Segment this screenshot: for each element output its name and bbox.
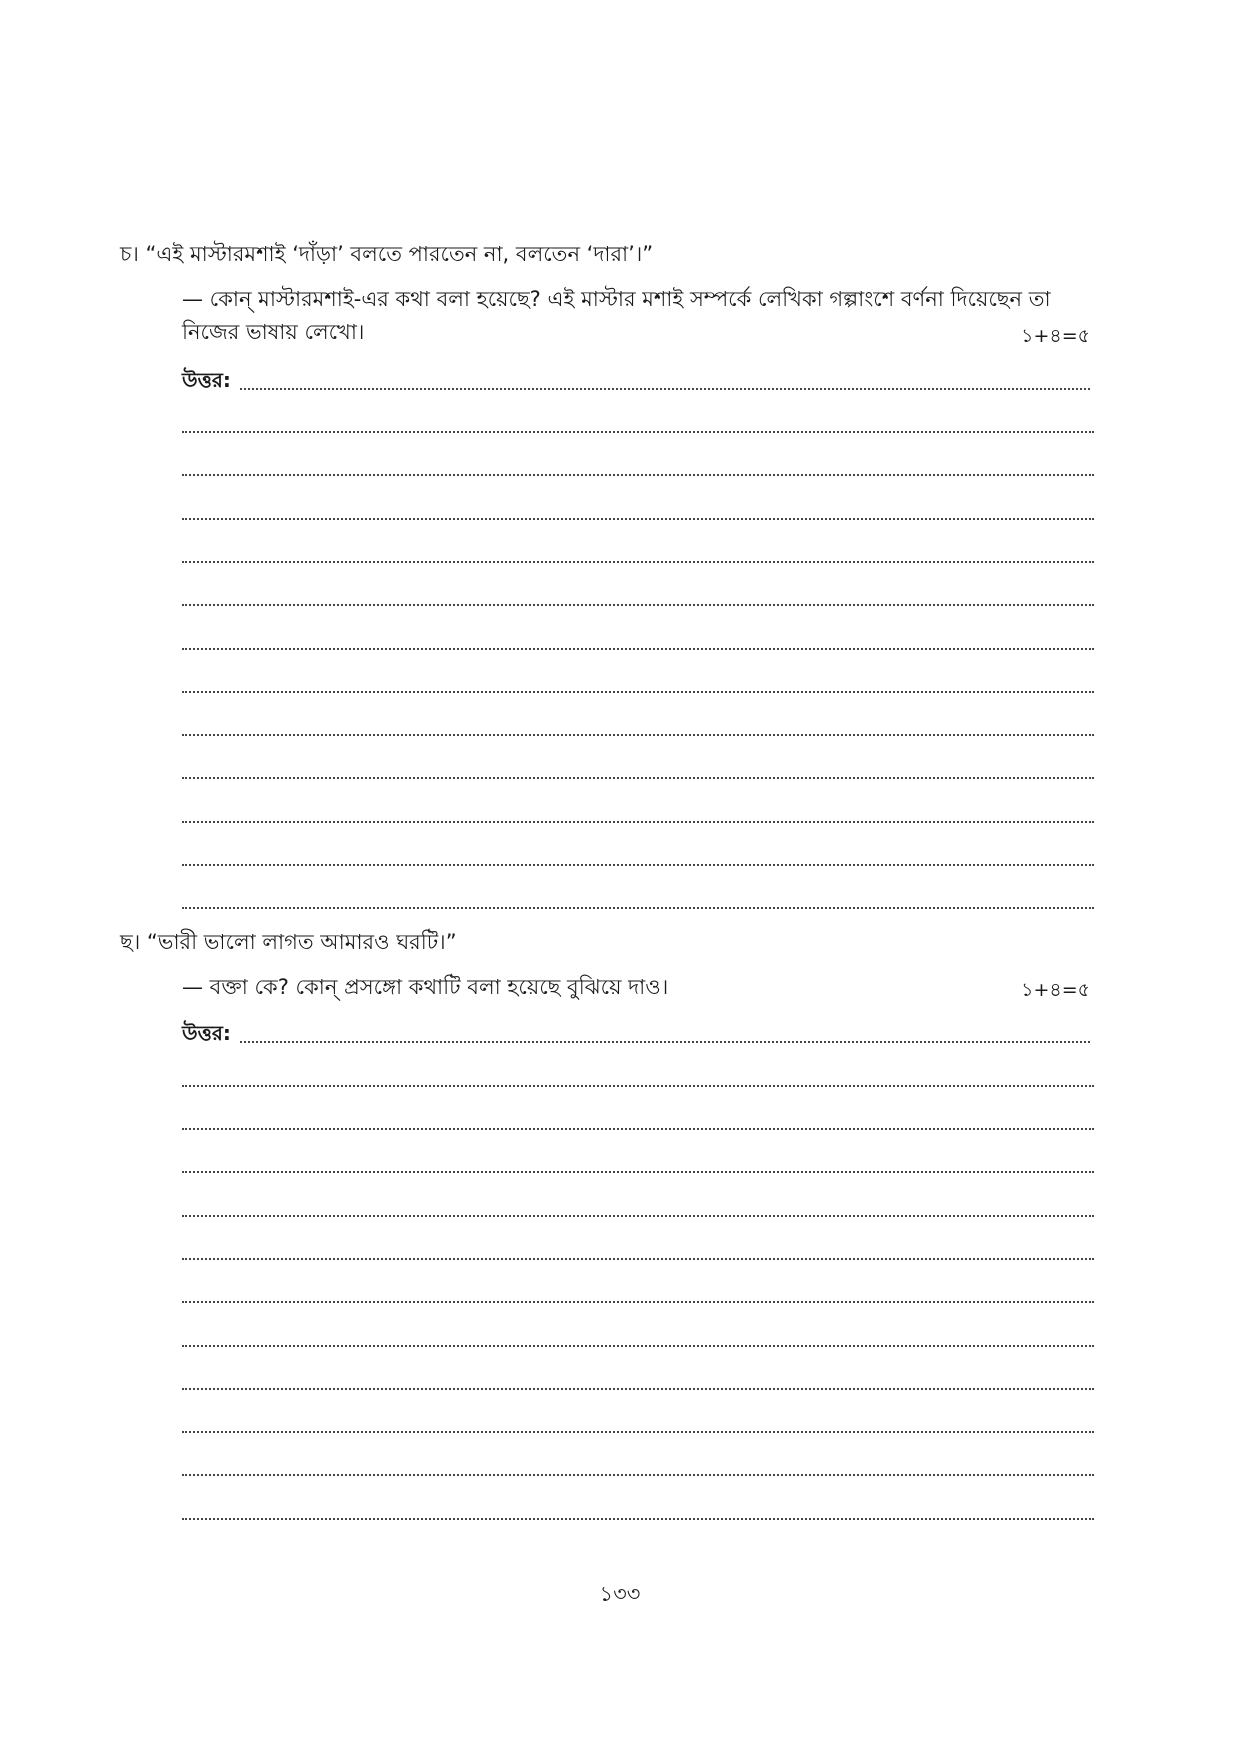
answer-line[interactable] xyxy=(182,648,1094,650)
answer-line[interactable] xyxy=(182,1301,1094,1303)
question-chha-answer-label: উত্তর: xyxy=(182,1021,231,1045)
answer-line[interactable] xyxy=(182,734,1094,736)
question-cha-marks: ১+৪=৫ xyxy=(1021,325,1090,347)
answer-line[interactable] xyxy=(240,388,1090,390)
answer-line[interactable] xyxy=(182,1345,1094,1347)
answer-line[interactable] xyxy=(182,1431,1094,1433)
answer-line[interactable] xyxy=(182,474,1094,476)
answer-line[interactable] xyxy=(240,1041,1090,1043)
answer-line[interactable] xyxy=(182,777,1094,779)
page-number: ১৩৩ xyxy=(599,1582,641,1606)
question-chha-prompt: — বক্তা কে? কোন্ প্রসঙ্গো কথাটি বলা হয়েছে বুঝিয়ে দাও। xyxy=(182,975,669,999)
question-cha-prompt: — কোন্ মাস্টারমশাই-এর কথা বলা হয়েছে? এই মাস্টার মশাই সম্পর্কে লেখিকা গল্পাংশে বর্ণনা দিয়েছেন তা নিজের ভাষায় লেখো। xyxy=(182,287,1051,344)
answer-line[interactable] xyxy=(182,604,1094,606)
answer-line[interactable] xyxy=(182,518,1094,520)
answer-line[interactable] xyxy=(182,1258,1094,1260)
question-chha-marks: ১+৪=৫ xyxy=(1021,979,1090,1001)
answer-line[interactable] xyxy=(182,907,1094,909)
answer-line[interactable] xyxy=(182,1215,1094,1217)
answer-line[interactable] xyxy=(182,691,1094,693)
answer-line[interactable] xyxy=(182,864,1094,866)
answer-line[interactable] xyxy=(182,431,1094,433)
question-cha-answer-label: উত্তর: xyxy=(182,368,231,392)
question-cha-heading: চ। “এই মাস্টারমশাই ‘দাঁড়া’ বলতে পারতেন না, বলতেন ‘দারা’।” xyxy=(120,242,654,266)
answer-line[interactable] xyxy=(182,1518,1094,1520)
answer-line[interactable] xyxy=(182,1171,1094,1173)
answer-line[interactable] xyxy=(182,1128,1094,1130)
answer-line[interactable] xyxy=(182,1388,1094,1390)
answer-line[interactable] xyxy=(182,1474,1094,1476)
answer-line[interactable] xyxy=(182,1085,1094,1087)
answer-line[interactable] xyxy=(182,561,1094,563)
answer-line[interactable] xyxy=(182,821,1094,823)
question-chha-heading: ছ। “ভারী ভালো লাগত আমারও ঘরটি।” xyxy=(120,930,457,954)
